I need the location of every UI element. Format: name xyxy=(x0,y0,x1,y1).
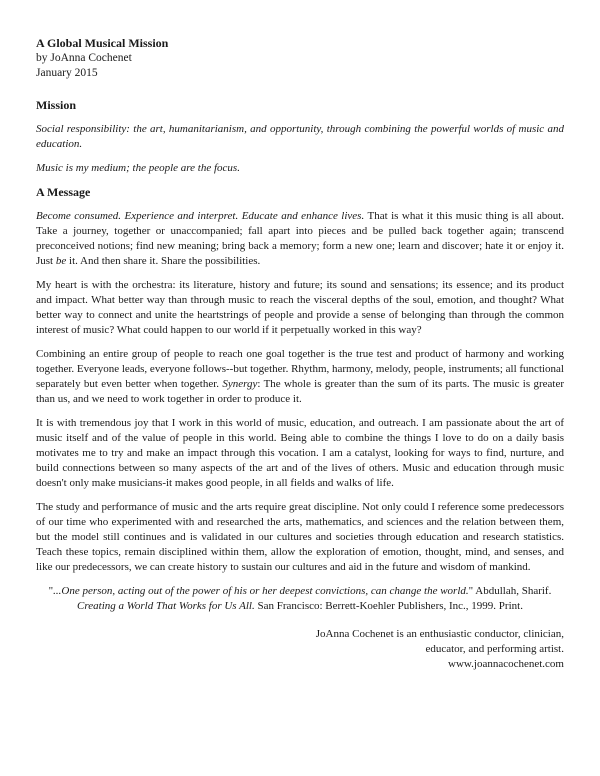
message-paragraph-1-be: be xyxy=(55,255,67,267)
document-title: A Global Musical Mission xyxy=(36,36,169,50)
website-link[interactable]: www.joannacochenet.com xyxy=(448,658,564,670)
message-paragraph-2: My heart is with the orchestra: its literature, history and future; its sound and sensations; its essence; and its product and impact. What better way than through music to reach the visceral depths of the soul, emotion, and thought? What better way to connect and unite the heartstrings of people and provide a sense of belonging than through the common interest of music? What could happen to our world if it perpetually worked in this way? xyxy=(36,279,564,336)
document-header xyxy=(36,36,564,81)
quote-book-title: Creating a World That Works for Us All. xyxy=(77,600,255,612)
quote-publisher: San Francisco: Berrett-Koehler Publishers, Inc., 1999. Print. xyxy=(254,600,523,612)
quote-text: ...One person, acting out of the power of his or her deepest convictions, can change the world. xyxy=(53,585,469,597)
message-paragraph-3-end: : The whole is greater than the sum of its parts. The music is greater than us, and we need to work together in order to produce it. xyxy=(36,378,564,405)
mission-heading: Mission xyxy=(36,98,77,112)
message-paragraph-3-text: Combining an entire group of people to reach one goal together is the true test and product of harmony and working together. Everyone leads, everyone follows--but together. Rhythm, harmony, melody, people, instruments; all functional separately but even better when together. xyxy=(36,348,564,390)
document-date: January 2015 xyxy=(36,67,98,79)
quote-open-mark: " xyxy=(48,585,54,597)
message-paragraph-1-end: it. And then share it. Share the possibilities. xyxy=(66,255,261,267)
message-paragraph-1-text: That is what it this music thing is all about. Take a journey, together or unaccompanied; fall apart into pieces and be pulled back together again; transcend preconceived notions; find new meaning; bring back a memory; form a new one; learn and discover; hate it or enjoy it. Just xyxy=(36,210,565,267)
message-paragraph-1 xyxy=(36,209,564,269)
author-byline: by JoAnna Cochenet xyxy=(36,52,132,64)
quote-citation xyxy=(36,584,564,614)
message-heading: A Message xyxy=(36,185,91,199)
signature-block xyxy=(36,627,564,672)
message-paragraph-3 xyxy=(36,347,564,407)
mission-medium: Music is my medium; the people are the focus. xyxy=(36,162,240,174)
signature-line-1: JoAnna Cochenet is an enthusiastic conductor, clinician, xyxy=(315,628,564,640)
message-paragraph-4: It is with tremendous joy that I work in this world of music, education, and outreach. I am passionate about the art of music itself and of the value of people in this world. Being able to combine the things I love to do on a daily basis motivates me to try and make an impact through this vocation. I am a catalyst, looking for ways to find, nurture, and build connections between so many aspects of the art and of the lives of others. Music and education through music doesn't only make musicians-it makes good people, in all fields and walks of life. xyxy=(36,417,564,489)
message-paragraph-1-italic: Become consumed. Experience and interpret. Educate and enhance lives. xyxy=(36,210,365,222)
signature-website xyxy=(36,657,564,672)
message-paragraph-3-synergy: Synergy xyxy=(222,378,258,390)
message-paragraph-5: The study and performance of music and the arts require great discipline. Not only could I reference some predecessors of our time who experimented with and researched the arts, mathematics, and sciences and the relation between them, but the model still continues and is validated in our cultures and societies through education and research statistics. Teach these topics, remain disciplined within them, allow the exploration of emotion, thought, mind, and senses, and like our predecessors, we can create history to sustain our cultures and aid in the future and wisdom of mankind. xyxy=(36,501,564,573)
signature-line-2: educator, and performing artist. xyxy=(425,643,564,655)
mission-statement: Social responsibility: the art, humanitarianism, and opportunity, through combining the powerful worlds of music and education. xyxy=(36,123,564,150)
quote-author: " Abdullah, Sharif. xyxy=(468,585,552,597)
